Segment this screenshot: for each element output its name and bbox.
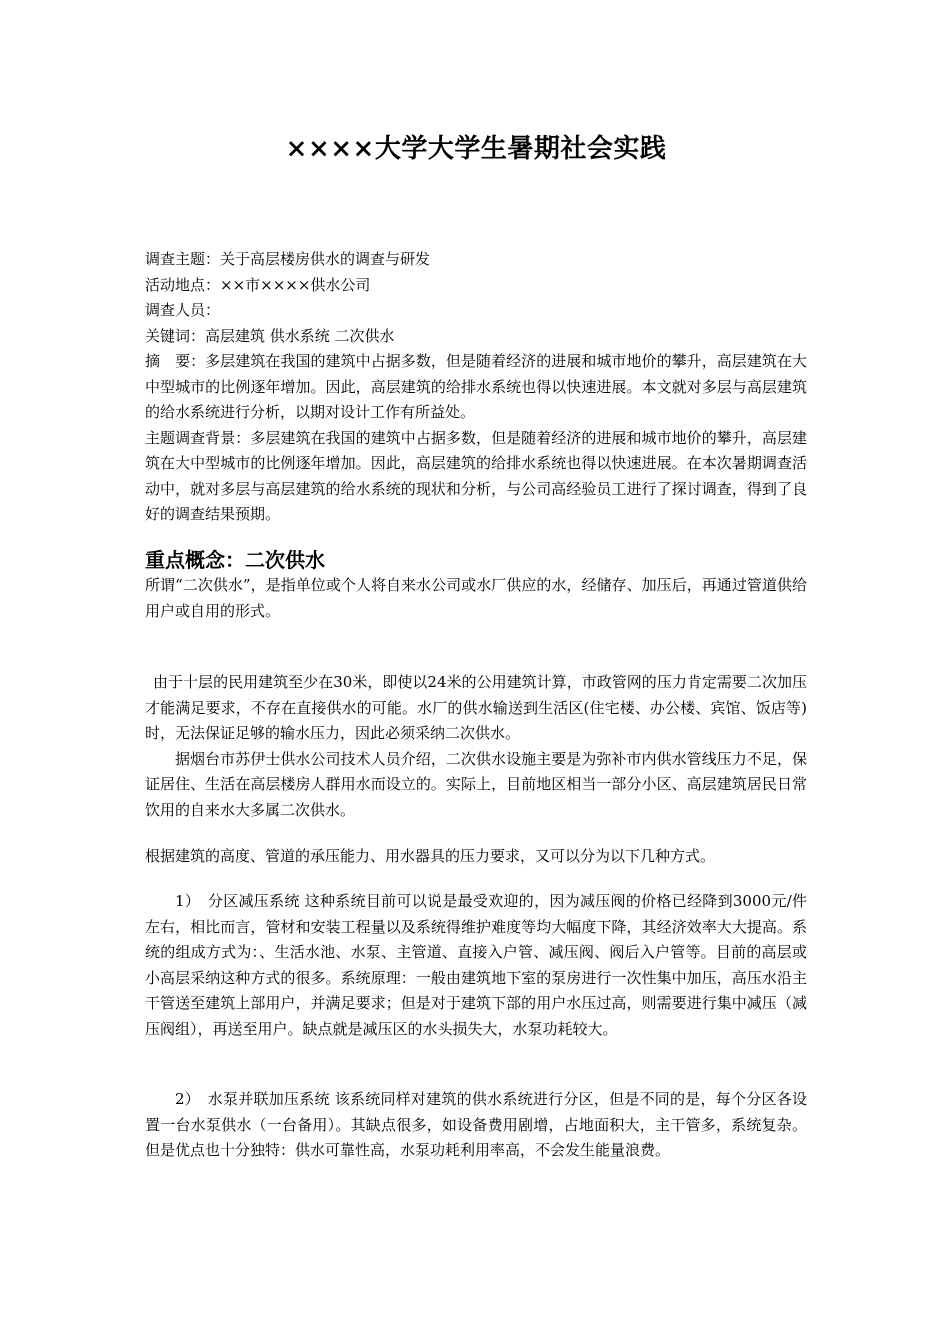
- definition-paragraph: 所谓“二次供水”，是指单位或个人将自来水公司或水厂供应的水，经储存、加压后，再通过管道供给用户或自用的形式。: [145, 576, 807, 620]
- abstract-paragraph: 摘 要：多层建筑在我国的建筑中占据多数，但是随着经济的进展和城市地价的攀升，高层建筑在大中型城市的比例逐年增加。因此，高层建筑的给排水系统也得以快速进展。本文就对多层与高层建筑的给水系统进行分析，以期对设计工作有所益处。: [145, 352, 807, 421]
- meta-location: 活动地点：××市××××供水公司: [145, 275, 371, 294]
- meta-topic: 调查主题：关于高层楼房供水的调查与研发: [145, 250, 431, 268]
- body-block-4: [145, 1087, 807, 1164]
- meta-keywords: 关键词：高层建筑 供水系统 二次供水: [145, 326, 395, 345]
- section-heading: 重点概念：二次供水: [145, 548, 325, 572]
- list-item-2: 2） 水泵并联加压系统 该系统同样对建筑的供水系统进行分区，但是不同的是，每个分区各设置一台水泵供水（一台备用）。其缺点很多，如设备费用剧增，占地面积大，主干管多，系统复杂。但是优点也十分独特：供水可靠性高，水泵功耗利用率高，不会发生能量浪费。: [145, 1090, 807, 1159]
- meta-block: [145, 247, 807, 528]
- body-paragraph-3: 根据建筑的高度、管道的承压能力、用水器具的压力要求，又可以分为以下几种方式。: [145, 847, 716, 865]
- definition-block: [145, 573, 807, 624]
- document-title: ××××大学大学生暑期社会实践: [285, 134, 667, 164]
- list-item-1: 1） 分区减压系统 这种系统目前可以说是最受欢迎的，因为减压阀的价格已经降到3000元/件左右，相比而言，管材和安装工程量以及系统得维护难度等均大幅度下降，其经济效率大大提高。系统的组成方式为：、生活水池、水泵、主管道、直接入户管、减压阀、阀后入户管等。目前的高层或小高层采纳这种方式的很多。系统原理：一般由建筑地下室的泵房进行一次性集中加压，高压水沿主干管送至建筑上部用户，并满足要求；但是对于建筑下部的用户水压过高，则需要进行集中减压（减压阀组），再送至用户。缺点就是减压区的水头损失大，水泵功耗较大。: [145, 892, 807, 1038]
- meta-members: 调查人员：: [145, 301, 221, 319]
- background-paragraph: 主题调查背景：多层建筑在我国的建筑中占据多数，但是随着经济的进展和城市地价的攀升，高层建筑在大中型城市的比例逐年增加。因此，高层建筑的给排水系统也得以快速进展。在本次暑期调查活动中，就对多层与高层建筑的给水系统的现状和分析，与公司高经验员工进行了探讨调查，得到了良好的调查结果预期。: [145, 428, 807, 523]
- body-paragraph-1: 由于十层的民用建筑至少在30米，即使以24米的公用建筑计算，市政管网的压力肯定需要二次加压才能满足要求，不存在直接供水的可能。水厂的供水输送到生活区(住宅楼、办公楼、宾馆、饭店等)时，无法保证足够的输水压力，因此必须采纳二次供水。: [145, 673, 807, 742]
- body-block-3: [145, 864, 807, 1042]
- body-block-1: [145, 670, 807, 823]
- body-paragraph-2: 据烟台市苏伊士供水公司技术人员介绍，二次供水设施主要是为弥补市内供水管线压力不足，保证居住、生活在高层楼房人群用水而设立的。实际上，目前地区相当一部分小区、高层建筑居民日常饮用的自来水大多属二次供水。: [145, 749, 807, 819]
